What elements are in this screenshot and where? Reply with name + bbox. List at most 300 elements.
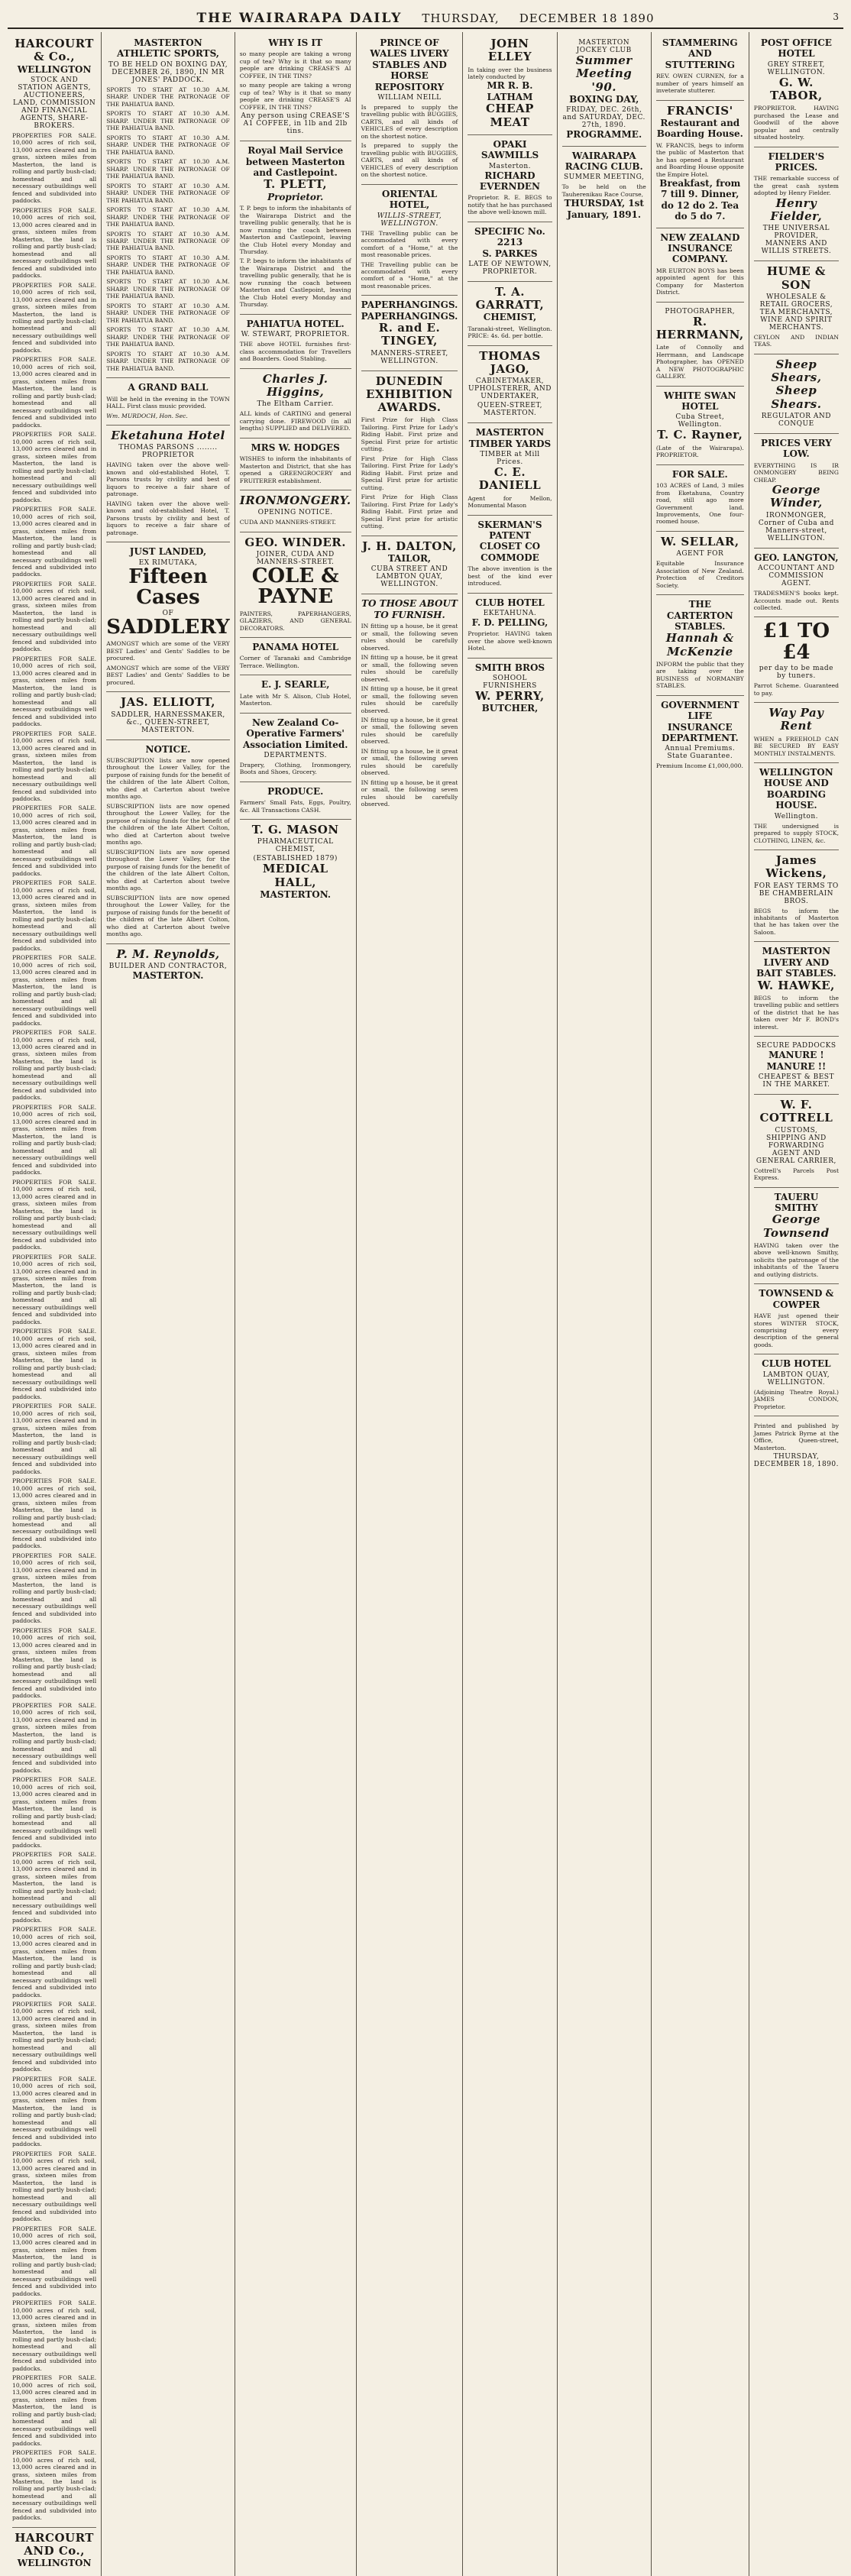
ad-body: SUBSCRIPTION lists are now opened throughout the Lower Valley, for the purpose of raising funds for the benefit of the children of the late Albert Colton, who died at Carterton about twelve months ago.: [106, 848, 230, 892]
ad-title: ORIENTAL HOTEL,: [381, 188, 438, 211]
ad-club-hotel-lambton: [754, 1354, 839, 1416]
ad-body: PROPERTIES FOR SALE. 10,000 acres of rich soil, 13,000 acres cleared and in grass, sixteen miles from Masterton, the land is rolling and partly bush-clad; homestead and all necessary outbuildings well fenced and subdivided into paddocks.: [12, 506, 97, 578]
ad-title: W. F. COTTRELL: [759, 1098, 833, 1125]
columns: [8, 32, 843, 2569]
ad-headline: Henry Fielder,: [770, 196, 823, 224]
ad-title: FOR SALE.: [671, 468, 728, 480]
ad-of: OF: [162, 610, 174, 618]
ad-furnish: [361, 594, 458, 813]
ad-pahiatua-hotel: [240, 315, 351, 369]
ad-title: MASTERTON JOCKEY CLUB: [576, 39, 632, 54]
ad-francis: [656, 101, 744, 228]
ad-body: INFORM the public that they are taking over the BUSINESS of NORMANBY STABLES.: [655, 660, 744, 690]
ad-title: WHITE SWAN HOTEL: [664, 390, 736, 413]
imprint-date: THURSDAY, DECEMBER 18, 1890.: [753, 1453, 839, 1469]
ad-headline: MANURE ! MANURE !!: [766, 1050, 827, 1072]
ad-john-elley: [468, 34, 552, 135]
ad-body: PROPERTIES FOR SALE. 10,000 acres of rich soil, 13,000 acres cleared and in grass, sixteen miles from Masterton, the land is rolling and partly bush-clad; homestead and all necessary outbuildings well fenced and subdivided into paddocks.: [12, 1403, 97, 1475]
ad-body: Proprietor. HAVING taken over the above well-known Hotel.: [468, 630, 552, 652]
ad-body: W. FRANCIS, begs to inform the public of Masterton that he has opened a Restaurant and Boarding House opposite the Empire Hotel.: [655, 141, 744, 178]
ad-title: JUST LANDED,: [129, 546, 207, 558]
ad-subtitle: SECURE PADDOCKS: [756, 1042, 836, 1050]
ad-hume-son: [754, 261, 839, 354]
ad-body: SPORTS TO START AT 10.30 A.M. SHARP. UNDER THE PATRONAGE OF THE PAHIATUA BAND.: [106, 134, 230, 156]
ad-title: J. H. DALTON,: [362, 539, 457, 553]
ad-subtitle: CABINETMAKER, UPHOLSTERER, AND UNDERTAKER,: [468, 377, 552, 401]
ad-body: PROPERTIES FOR SALE. 10,000 acres of rich soil, 13,000 acres cleared and in grass, sixteen miles from Masterton, the land is rolling and partly bush-clad; homestead and all necessary outbuildings well fenced and subdivided into paddocks.: [12, 206, 97, 280]
ad-title: WHY IS IT: [268, 37, 322, 48]
ad-wellington-house: [754, 763, 839, 850]
ad-title: CLUB HOTEL: [762, 1358, 831, 1370]
ad-fielders-prices: [754, 147, 839, 262]
ad-body: Agent for Mellon, Monumental Mason: [468, 494, 552, 510]
ad-just-landed: [106, 542, 230, 692]
ad-subtitle: LATE OF NEWTOWN, PROPRIETOR.: [468, 260, 552, 276]
ad-title: P. M. Reynolds,: [116, 947, 220, 961]
ad-body: Premium Income £1,000,000.: [655, 762, 743, 770]
ad-title: TO THOSE ABOUT TO FURNISH.: [361, 598, 458, 620]
ad-place: WILLIS-STREET, WELLINGTON.: [377, 212, 442, 228]
page-number: 3: [833, 11, 839, 22]
ad-body: PROPERTIES FOR SALE. 10,000 acres of rich soil, 13,000 acres cleared and in grass, sixteen miles from Masterton, the land is rolling and partly bush-clad; homestead and all necessary outbuildings well fenced and subdivided into paddocks.: [12, 356, 97, 429]
ad-body: Late of Connolly and Herrmann, and Landscape Photographer, has OPENED A NEW PHOTOGRAPHIC GALLERY.: [655, 344, 744, 380]
ad-subtitle: CHEAPEST & BEST IN THE MARKET.: [758, 1073, 834, 1089]
ad-body: PROPERTIES FOR SALE. 10,000 acres of rich soil, 13,000 acres cleared and in grass, sixteen miles from Masterton, the land is rolling and partly bush-clad; homestead and all necessary outbuildings well fenced and subdivided into paddocks.: [12, 2000, 97, 2073]
ad-programme: PROGRAMME.: [566, 129, 642, 141]
ad-headline: George Winder,: [770, 483, 823, 510]
ad-body: PROPERTIES FOR SALE. 10,000 acres of rich soil, 13,000 acres cleared and in grass, sixteen miles from Masterton, the land is rolling and partly bush-clad; homestead and all necessary outbuildings well fenced and subdivided into paddocks.: [12, 1926, 97, 1998]
ad-body: Is prepared to supply the travelling public with BUGGIES, CARTS, and all kinds of VEHICLES of every description on the shortest notice.: [361, 142, 458, 179]
ad-eketahuna-hotel: [106, 426, 230, 542]
ad-harcourt-footer: [12, 2528, 96, 2574]
ad-signature: Wm. MURDOCH, Hon. Sec.: [106, 412, 188, 419]
ad-subtitle: ACCOUNTANT AND COMMISSION AGENT.: [758, 565, 835, 588]
ad-subtitle: per day to be made by tuners.: [759, 665, 833, 681]
ad-body: REV. OWEN CURNEN, for a number of years himself an inveterate stutterer.: [655, 73, 744, 95]
ad-body: SUBSCRIPTION lists are now opened throughout the Lower Valley, for the purpose of raising funds for the benefit of the children of the late Albert Colton, who died at Carterton about twelve months ago.: [106, 802, 230, 846]
ad-tingey: [361, 296, 458, 371]
ad-title: W. SELLAR,: [660, 534, 739, 549]
ad-body: PROPERTIES FOR SALE. 10,000 acres of rich soil, 13,000 acres cleared and in grass, sixteen miles from Masterton, the land is rolling and partly bush-clad; homestead and all necessary outbuildings well fenced and subdivided into paddocks.: [12, 1178, 97, 1251]
ad-body: First Prize for High Class Tailoring. First Prize for Lady's Riding Habit. First prize and Special First prize for artistic cutting.: [361, 416, 458, 453]
ad-harcourt: [12, 34, 96, 2528]
ad-headline: COLE & PAYNE: [251, 564, 339, 609]
ad-headline: T. C. Rayner,: [657, 428, 743, 442]
ad-body: T. P. begs to inform the inhabitants of the Wairarapa District and the travelling public generally, that he is now running the coach between Masterton and Castlepoint, leaving the Club Hotel every Monday and Thursday.: [239, 257, 351, 309]
ad-subtitle: TAILOR,: [387, 553, 432, 564]
ad-subtitle: TO BE HELD ON BOXING DAY, DECEMBER 26, 1890, IN MR JONES' PADDOCK.: [108, 60, 228, 84]
ad-title: PRICES VERY LOW.: [760, 437, 832, 460]
ad-body: PROPERTIES FOR SALE. 10,000 acres of rich soil, 13,000 acres cleared and in grass, sixteen miles from Masterton, the land is rolling and partly bush-clad; homestead and all necessary outbuildings well fenced and subdivided into paddocks.: [12, 1851, 97, 1924]
ad-subtitle: EX RIMUTAKA,: [138, 558, 198, 567]
ad-title: R. HERRMANN,: [655, 314, 744, 341]
ad-body: The above invention is the best of the kind ever introduced.: [468, 565, 552, 587]
ad-title: SPECIFIC No. 2213: [474, 225, 545, 248]
ad-timber-yards: [468, 423, 552, 515]
ad-subtitle: Proprietor.: [267, 191, 324, 202]
ad-reynolds: [106, 944, 230, 987]
ad-body: Cottrell's Parcels Post Express.: [753, 1167, 839, 1182]
ad-headline: Hannah & McKenzie: [665, 631, 734, 659]
ad-dates: FRIDAY, DEC. 26th, and SATURDAY, DEC. 27th, 1890.: [562, 106, 646, 130]
ad-subtitle: BOXING DAY,: [569, 93, 639, 105]
ad-white-swan: [656, 387, 744, 465]
ad-sellar: [656, 532, 744, 595]
column-2: [102, 32, 235, 2576]
ad-taueru-smithy: [754, 1188, 839, 1285]
ad-manure: [754, 1037, 839, 1095]
ad-headline: RICHARD EVERNDEN: [479, 170, 540, 192]
ad-headline: Summer Meeting '90.: [575, 53, 633, 94]
ad-body: Will be held in the evening in the TOWN HALL. First class music provided.: [106, 395, 230, 410]
ad-title: HUME & SON: [766, 264, 826, 292]
ad-body: SPORTS TO START AT 10.30 A.M. SHARP. UNDER THE PATRONAGE OF THE PAHIATUA BAND.: [106, 110, 230, 132]
ad-body: PROPERTIES FOR SALE. 10,000 acres of rich soil, 13,000 acres cleared and in grass, sixteen miles from Masterton, the land is rolling and partly bush-clad; homestead and all necessary outbuildings well fenced and subdivided into paddocks.: [12, 1626, 97, 1700]
imprint-text: Printed and published by James Patrick Byrne at the Office, Queen-street, Masterton.: [753, 1422, 839, 1451]
ad-subtitle: Cuba Street, Wellington.: [675, 413, 725, 429]
ad-oriental-hotel: [361, 185, 458, 296]
ad-subtitle: TIMBER at Mill Prices.: [480, 451, 540, 467]
column-5: [463, 32, 557, 2576]
ad-subtitle: AGENT FOR: [676, 550, 724, 558]
ad-dalton: [361, 536, 458, 595]
ad-title: STAMMERING AND STUTTERING: [662, 37, 738, 70]
masthead-date: DECEMBER 18 1890: [519, 11, 655, 25]
ad-produce: [240, 782, 351, 820]
ad-for-sale: [656, 465, 744, 532]
ad-prices: Breakfast, from 7 till 9. Dinner, do 12 do 2. Tea do 5 do 7.: [659, 178, 741, 222]
ad-headline: Fifteen Cases: [128, 565, 208, 609]
ad-prices-very-low: [754, 434, 839, 549]
ad-subtitle: WHOLESALE & RETAIL GROCERS, TEA MERCHANTS, WINE AND SPIRIT MERCHANTS.: [759, 293, 833, 332]
ad-body: SPORTS TO START AT 10.30 A.M. SHARP. UNDER THE PATRONAGE OF THE PAHIATUA BAND.: [106, 278, 230, 300]
ad-title: GOVERNMENT LIFE INSURANCE DEPARTMENT.: [661, 699, 739, 743]
ad-subtitle: PHOTOGRAPHER,: [665, 307, 736, 316]
ad-sheep-shears: [754, 354, 839, 434]
ad-body: In taking over the business lately conducted by: [468, 66, 552, 80]
ad-title: SKERMAN'S PATENT CLOSET CO COMMODE: [477, 519, 542, 563]
ad-cottrell: [754, 1095, 839, 1187]
ad-subtitle: THOMAS PARSONS ........ PROPRIETOR: [118, 444, 218, 460]
ad-title: WELLINGTON HOUSE AND BOARDING HOUSE.: [759, 767, 833, 811]
ad-body: PROPERTIES FOR SALE. 10,000 acres of rich soil, 13,000 acres cleared and in grass, sixteen miles from Masterton, the land is rolling and partly bush-clad; homestead and all necessary outbuildings well fenced and subdivided into paddocks.: [12, 2075, 97, 2148]
ad-title: T. A. GARRATT,: [475, 284, 545, 312]
ad-body: CEYLON AND INDIAN TEAS.: [753, 333, 839, 348]
ad-body: ALL kinds of CARTING and general carrying done. FIREWOOD (in all lengths) SUPPLIED and DELIVERED.: [239, 410, 351, 432]
ad-searle: [240, 675, 351, 713]
ad-subtitle: DEPARTMENTS.: [264, 751, 327, 759]
ad-body: MR EURTON BOYS has been appointed agent for this Company for Masterton District.: [655, 267, 744, 296]
ad-headline: MEDICAL HALL,: [262, 862, 328, 889]
ad-body: PROPERTIES FOR SALE. 10,000 acres of rich soil, 13,000 acres cleared and in grass, sixteen miles from Masterton, the land is rolling and partly bush-clad; homestead and all necessary outbuildings well fenced and subdivided into paddocks.: [12, 2374, 97, 2447]
ad-body: SPORTS TO START AT 10.30 A.M. SHARP. UNDER THE PATRONAGE OF THE PAHIATUA BAND.: [106, 350, 230, 372]
ad-body: AMONGST which are some of the VERY BEST Ladies' and Gents' Saddles to be procured.: [106, 664, 230, 686]
ad-title: Sheep Shears,: [771, 357, 822, 385]
ad-body: PROPRIETOR. HAVING purchased the Lease and Goodwill of the above popular and centrally situated hostelry.: [753, 105, 839, 141]
ad-body: (Late of the Wairarapa). PROPRIETOR.: [655, 444, 744, 459]
ad-wickens: [754, 850, 839, 942]
ad-body: IN fitting up a house, be it great or small, the following seven rules should be carefully observed.: [361, 747, 458, 777]
ad-body: SPORTS TO START AT 10.30 A.M. SHARP. UNDER THE PATRONAGE OF THE PAHIATUA BAND.: [106, 326, 230, 348]
ad-title: FIELDER'S PRICES.: [768, 150, 825, 173]
ad-body: SUBSCRIPTION lists are now opened throughout the Lower Valley, for the purpose of raising funds for the benefit of the children of the late Albert Colton, who died at Carterton about twelve months ago.: [106, 756, 230, 801]
ad-subtitle: (ESTABLISHED 1879): [253, 855, 338, 863]
ad-body: HAVING taken over the above well-known Smithy, solicits the patronage of the inhabitants of the Taueru and outlying districts.: [753, 1241, 839, 1278]
ad-subtitle: W. STEWART, PROPRIETOR.: [241, 331, 350, 339]
ad-body: SPORTS TO START AT 10.30 A.M. SHARP. UNDER THE PATRONAGE OF THE PAHIATUA BAND.: [106, 302, 230, 324]
ad-title: E. J. SEARLE,: [260, 679, 330, 691]
ad-body: PROPERTIES FOR SALE. 10,000 acres of rich soil, 13,000 acres cleared and in grass, sixteen miles from Masterton, the land is rolling and partly bush-clad; homestead and all necessary outbuildings well fenced and subdivided into paddocks.: [12, 1552, 97, 1625]
ad-specific: [468, 222, 552, 282]
ad-headline: SADDLERY: [106, 616, 230, 639]
ad-headline: £1 TO £4: [762, 620, 830, 664]
ad-body: SPORTS TO START AT 10.30 A.M. SHARP. UNDER THE PATRONAGE OF THE PAHIATUA BAND.: [106, 206, 230, 228]
ad-subtitle: Wellington.: [774, 812, 818, 820]
ad-title: GEO. LANGTON,: [754, 552, 839, 563]
ad-subtitle: LAMBTON QUAY, WELLINGTON.: [762, 1371, 830, 1387]
ad-body: so many people are taking a wrong cup of tea? Why is it that so many people are drinking CREASE'S AI COFFEE, IN THE TINS?: [239, 50, 351, 79]
ad-ironmongery: [240, 490, 351, 532]
ad-body: so many people are taking a wrong cup of tea? Why is it that so many people are drinking CREASE'S AI COFFEE, IN THE TINS?: [239, 82, 351, 111]
ad-post-office-hotel: [754, 34, 839, 147]
ad-body: PROPERTIES FOR SALE. 10,000 acres of rich soil, 13,000 acres cleared and in grass, sixteen miles from Masterton, the land is rolling and partly bush-clad; homestead and all necessary outbuildings well fenced and subdivided into paddocks.: [12, 1328, 97, 1400]
ad-subtitle: BUILDER AND CONTRACTOR,: [108, 962, 228, 970]
ad-title: Way Pay Rent: [768, 706, 824, 733]
ad-townsend-cowper: [754, 1284, 839, 1354]
ad-body: IN fitting up a house, be it great or small, the following seven rules should be carefully observed.: [361, 654, 458, 683]
ad-langton: [754, 549, 839, 618]
ad-herrmann: [656, 303, 744, 387]
ad-title: PAPERHANGINGS. PAPERHANGINGS.: [361, 299, 458, 322]
ad-body: HAVING taken over the above well-known and old-established Hotel, T. Parsons trusts by civility and best of liquors to receive a fair share of patronage.: [106, 461, 230, 498]
ad-title: JOHN ELLEY: [487, 37, 532, 64]
ad-pound-per-day: [754, 617, 839, 703]
ad-subtitle: PHARMACEUTICAL CHEMIST,: [257, 838, 334, 854]
ad-headline: George Townsend: [763, 1212, 830, 1240]
ad-body: AMONGST which are some of the VERY BEST Ladies' and Gents' Saddles to be procured.: [106, 640, 230, 662]
ad-body: PROPERTIES FOR SALE. 10,000 acres of rich soil, 13,000 acres cleared and in grass, sixteen miles from Masterton, the land is rolling and partly bush-clad; homestead and all necessary outbuildings well fenced and subdivided into paddocks.: [12, 2150, 97, 2223]
ad-higgins: [240, 369, 351, 439]
column-8: [749, 32, 843, 2576]
ad-title: A GRAND BALL: [128, 382, 209, 393]
ad-subtitle: MANNERS-STREET, WELLINGTON.: [370, 349, 448, 365]
ad-title: FRANCIS': [666, 103, 733, 118]
masthead: [8, 11, 843, 29]
column-1: [8, 32, 102, 2576]
ad-smith-perry: [468, 659, 552, 720]
ad-subtitle: IRONMONGER, Corner of Cuba and Manners-street, WELLINGTON.: [758, 511, 834, 542]
ad-body: PROPERTIES FOR SALE. 10,000 acres of rich soil, 13,000 acres cleared and in grass, sixteen miles from Masterton, the land is rolling and partly bush-clad; homestead and all necessary outbuildings well fenced and subdivided into paddocks.: [12, 580, 97, 653]
ad-body: SPORTS TO START AT 10.30 A.M. SHARP. UNDER THE PATRONAGE OF THE PAHIATUA BAND.: [106, 158, 230, 180]
ad-title: TOWNSEND & COWPER: [759, 1288, 834, 1310]
ad-body: SPORTS TO START AT 10.30 A.M. SHARP. UNDER THE PATRONAGE OF THE PAHIATUA BAND.: [106, 182, 230, 204]
ad-body: Drapery, Clothing, Ironmongery, Boots and Shoes, Grocery.: [239, 761, 351, 776]
masthead-title: THE WAIRARAPA DAILY: [196, 11, 403, 26]
ad-body: PROPERTIES FOR SALE. 10,000 acres of rich soil, 13,000 acres cleared and in grass, sixteen miles from Masterton, the land is rolling and partly bush-clad; homestead and all necessary outbuildings well fenced and subdivided into paddocks.: [12, 804, 97, 877]
ad-title: MASTERTON ATHLETIC SPORTS,: [116, 37, 219, 60]
ad-title: PANAMA HOTEL: [252, 642, 339, 653]
ad-body: THE undersigned is prepared to supply STOCK, CLOTHING, LINEN, &c.: [753, 822, 839, 844]
ad-body: Corner of Taranaki and Cambridge Terrace. Wellington.: [239, 655, 351, 669]
ad-subtitle: EKETAHUNA.: [483, 609, 537, 617]
ad-place: CUBA STREET AND LAMBTON QUAY, WELLINGTON.: [370, 565, 448, 589]
ad-body: (Adjoining Theatre Royal.) JAMES CONDON, Proprietor.: [753, 1388, 839, 1410]
ad-title: SMITH BROS: [474, 662, 545, 673]
ad-subtitle: REGULATOR AND CONQUE: [761, 412, 831, 428]
ad-livery-stables: [754, 942, 839, 1037]
ad-subtitle: STOCK AND STATION AGENTS, AUCTIONEERS, LAND, COMMISSION AND FINANCIAL AGENTS, SHARE-BROKERS.: [13, 76, 96, 130]
ad-headline: MR R. B. LATHAM: [487, 80, 533, 102]
masthead-day: THURSDAY,: [422, 11, 500, 25]
ad-athletic-sports: [106, 34, 230, 378]
ad-headline: F. D. PELLING,: [471, 616, 548, 628]
ad-place: MASTERTON.: [260, 888, 332, 900]
ad-body: THE above HOTEL furnishes first-class accommodation for Travellers and Boarders. Good Stabling.: [239, 341, 351, 363]
ad-title: HARCOURT AND Co.,: [15, 2530, 94, 2558]
ad-wairarapa-racing: [562, 147, 646, 226]
ad-body: Taranaki-street, Wellington. PRICE: 4s. 6d. per bottle.: [468, 325, 552, 340]
ad-body: Farmers' Small Fats, Eggs, Poultry, &c. All Transactions CASH.: [239, 799, 351, 814]
ad-body: T. P. begs to inform the inhabitants of the Wairarapa District and the travelling public generally, that he is now running the coach between Masterton and Castlepoint, leaving the Club Hotel every Monday and Thursday.: [239, 205, 351, 255]
ad-body: PROPERTIES FOR SALE. 10,000 acres of rich soil, 13,000 acres cleared and in grass, sixteen miles from Masterton, the land is rolling and partly bush-clad; homestead and all necessary outbuildings well fenced and subdivided into paddocks.: [12, 1701, 97, 1774]
ad-title: HARCOURT & Co.,: [15, 37, 94, 64]
ad-body: PROPERTIES FOR SALE. 10,000 acres of rich soil, 13,000 acres cleared and in grass, sixteen miles from Masterton, the land is rolling and partly bush-clad; homestead and all necessary outbuildings well fenced and subdivided into paddocks.: [12, 1253, 97, 1325]
ad-subtitle: BUTCHER,: [481, 703, 539, 714]
ad-title: NOTICE.: [145, 743, 191, 755]
ad-subtitle: SADDLER, HARNESSMAKER, &c., QUEEN-STREET, MASTERTON.: [111, 710, 225, 734]
column-4: [357, 32, 464, 2576]
ad-subtitle: Restaurant and Boarding House.: [656, 117, 743, 140]
ad-subtitle: CHEAP MEAT: [485, 102, 534, 129]
ad-skerman: [468, 516, 552, 594]
ad-title: PRODUCE.: [267, 785, 324, 797]
ad-title: T. G. MASON: [251, 823, 339, 837]
ad-subtitle: WILLIAM NEILL: [377, 93, 442, 102]
ad-body: PROPERTIES FOR SALE. 10,000 acres of rich soil, 13,000 acres cleared and in grass, sixteen miles from Masterton, the land is rolling and partly bush-clad; homestead and all necessary outbuildings well fenced and subdivided into paddocks.: [12, 2449, 97, 2522]
ad-headline: W. PERRY,: [475, 689, 545, 704]
ad-body: CUDA AND MANNERS-STREET.: [239, 519, 336, 526]
ad-body: THE Travelling public can be accommodated with every comfort of a "Home," at the most reasonable prices.: [361, 229, 458, 259]
ad-winder: [240, 532, 351, 638]
ad-title: JAS. ELLIOTT,: [121, 695, 215, 710]
ad-body: SPORTS TO START AT 10.30 A.M. SHARP. UNDER THE PATRONAGE OF THE PAHIATUA BAND.: [106, 254, 230, 276]
ad-subtitle: SUMMER MEETING,: [563, 173, 645, 182]
ad-title: WAIRARAPA RACING CLUB.: [565, 150, 643, 172]
ad-royal-mail: [240, 141, 351, 315]
ad-carterton-stables: [656, 595, 744, 696]
ad-nz-insurance: [656, 228, 744, 303]
ad-title: Eketahuna Hotel: [111, 429, 225, 443]
ad-body: PROPERTIES FOR SALE. 10,000 acres of rich soil, 13,000 acres cleared and in grass, sixteen miles from Masterton, the land is rolling and partly bush-clad; homestead and all necessary outbuildings well fenced and subdivided into paddocks.: [12, 1477, 97, 1550]
ad-body: HAVING taken over the above well-known and old-established Hotel, T. Parsons trusts by civility and best of liquors to receive a fair share of patronage.: [106, 500, 230, 536]
ad-body: PROPERTIES FOR SALE. 10,000 acres of rich soil, 13,000 acres cleared and in grass, sixteen miles from Masterton, the land is rolling and partly bush-clad; homestead and all necessary outbuildings well fenced and subdivided into paddocks.: [12, 954, 97, 1027]
ad-subtitle: FOR EASY TERMS TO BE CHAMBERLAIN BROS.: [753, 882, 839, 905]
ad-subtitle: SOHOOL FURNISHERS: [483, 675, 537, 691]
ad-body: PROPERTIES FOR SALE. 10,000 acres of rich soil, 13,000 acres cleared and in grass, sixteen miles from Masterton, the land is rolling and partly bush-clad; homestead and all necessary outbuildings well fenced and subdivided into paddocks.: [12, 431, 97, 503]
ad-elliott: [106, 692, 230, 739]
ad-body: PROPERTIES FOR SALE. 10,000 acres of rich soil, 13,000 acres cleared and in grass, sixteen miles from Masterton, the land is rolling and partly bush-clad; homestead and all necessary outbuildings well fenced and subdivided into paddocks.: [12, 2225, 97, 2297]
ad-place: WELLINGTON: [17, 2558, 92, 2569]
ad-body: PROPERTIES FOR SALE. 10,000 acres of rich soil, 13,000 acres cleared and in grass, sixteen miles from Masterton, the land is rolling and partly bush-clad; homestead and all necessary outbuildings well fenced and subdivided into paddocks.: [12, 131, 97, 205]
ad-body: PROPERTIES FOR SALE. 10,000 acres of rich soil, 13,000 acres cleared and in grass, sixteen miles from Masterton, the land is rolling and partly bush-clad; homestead and all necessary outbuildings well fenced and subdivided into paddocks.: [12, 1776, 97, 1849]
ad-body: PROPERTIES FOR SALE. 10,000 acres of rich soil, 13,000 acres cleared and in grass, sixteen miles from Masterton, the land is rolling and partly bush-clad; homestead and all necessary outbuildings well fenced and subdivided into paddocks.: [12, 2299, 97, 2372]
ad-body: PROPERTIES FOR SALE. 10,000 acres of rich soil, 13,000 acres cleared and in grass, sixteen miles from Masterton, the land is rolling and partly bush-clad; homestead and all necessary outbuildings well fenced and subdivided into paddocks.: [12, 1103, 97, 1176]
ad-title: PAHIATUA HOTEL.: [246, 318, 345, 329]
ad-grand-ball: [106, 378, 230, 426]
ad-body: First Prize for High Class Tailoring. First Prize for Lady's Riding Habit. First prize and Special First prize for artistic cutting.: [361, 494, 458, 530]
ad-place: WELLINGTON: [17, 63, 92, 75]
ad-title: OPAKI SAWMILLS: [481, 138, 539, 161]
ad-masterton-jockey-club: [562, 34, 646, 147]
ad-title: CLUB HOTEL: [475, 597, 545, 608]
ad-body: IN fitting up a house, be it great or small, the following seven rules should be carefully observed.: [361, 716, 458, 746]
ad-title: TAUERU SMITHY: [774, 1191, 819, 1213]
ad-club-hotel-eketahuna: [468, 594, 552, 659]
ad-subtitle: GREY STREET, WELLINGTON.: [767, 60, 826, 76]
ad-body: WHEN a FREEHOLD CAN BE SECURED BY EASY MONTHLY INSTALMENTS.: [753, 735, 839, 757]
ad-subtitle: The Eltham Carrier.: [257, 400, 334, 409]
ad-body: Is prepared to supply the travelling public with BUGGIES, CARTS, and all kinds of VEHICLES of every description on the shortest notice.: [361, 103, 458, 140]
ad-body: Late with Mr S. Alison, Club Hotel, Masterton.: [239, 692, 351, 707]
ad-why-is-it: [240, 34, 351, 141]
ad-stammering: [656, 34, 744, 101]
ad-garratt: [468, 282, 552, 346]
ad-title: PRINCE OF WALES LIVERY STABLES AND HORSE REPOSITORY: [370, 37, 449, 92]
ad-dunedin-exhibition: [361, 371, 458, 536]
ad-subtitle: Any person using CREASE'S A1 COFFEE, in 1lb and 2lb tins.: [241, 112, 350, 136]
ad-body: 103 ACRES of Land, 3 miles from Eketahuna, Country road, still ago more Government land. Improvements, One four-roomed house.: [655, 482, 744, 526]
ad-title: Charles J. Higgins,: [262, 371, 328, 399]
ad-title: GEO. WINDER.: [244, 535, 346, 549]
ad-body: Proprietor. R. E. BEGS to notify that he has purchased the above well-known mill.: [468, 194, 552, 216]
ad-body: EVERYTHING IS IR ONMONGERY BEING CHEAP.: [753, 461, 839, 484]
ad-body: Equitable Insurance Association of New Zealand. Protection of Creditors Society.: [655, 560, 744, 589]
ad-mason: [240, 820, 351, 905]
ad-body: BEGS to inform the travelling public and settlers of the district that he has taken over Mr F. BOND's interest.: [753, 994, 839, 1031]
ad-subtitle: Annual Premiums. State Guarantee.: [665, 745, 736, 761]
ad-subtitle: OPENING NOTICE.: [257, 509, 333, 517]
column-3: [235, 32, 357, 2576]
ad-body: To be held on the Tauherenikau Race Course,: [561, 183, 646, 198]
ad-thomas-jago: [468, 346, 552, 424]
ad-headline: W. HAWKE,: [757, 978, 835, 992]
ad-body: PROPERTIES FOR SALE. 10,000 acres of rich soil, 13,000 acres cleared and in grass, sixteen miles from Masterton, the land is rolling and partly bush-clad; homestead and all necessary outbuildings well fenced and subdivided into paddocks.: [12, 281, 97, 354]
ad-title: DUNEDIN EXHIBITION AWARDS.: [366, 374, 453, 415]
ad-body: THE remarkable success of the great cash system adopted by Henry Fielder.: [753, 175, 839, 197]
ad-subtitle: Masterton.: [488, 162, 532, 170]
column-7: [652, 32, 749, 2576]
ad-body: IN fitting up a house, be it great or small, the following seven rules should be carefully observed.: [361, 778, 458, 808]
ad-headline: R. and E. TINGEY,: [378, 321, 441, 348]
ad-body: HAVE just opened their stores WINTER STOCK, comprising every description of the general goods.: [753, 1312, 839, 1348]
ad-body: SPORTS TO START AT 10.30 A.M. SHARP. UNDER THE PATRONAGE OF THE PAHIATUA BAND.: [106, 86, 230, 108]
ad-title: THOMAS JAGO,: [479, 348, 541, 377]
ad-title: POST OFFICE HOTEL: [760, 37, 832, 60]
ad-notice: [106, 740, 230, 944]
ad-body: PROPERTIES FOR SALE. 10,000 acres of rich soil, 13,000 acres cleared and in grass, sixteen miles from Masterton, the land is rolling and partly bush-clad; homestead and all necessary outbuildings well fenced and subdivided into paddocks.: [12, 655, 97, 728]
ad-body: TRADESMEN'S books kept. Accounts made out. Rents collected.: [753, 590, 839, 611]
ad-body: PAINTERS, PAPERHANGERS, GLAZIERS, AND GENERAL DECORATORS.: [239, 610, 351, 632]
ad-title: IRONMONGERY.: [239, 493, 351, 507]
ad-body: BEGS to inform the inhabitants of Masterton that he has taken over the Saloon.: [753, 907, 839, 936]
ad-nz-coop: [240, 714, 351, 782]
ad-government-life: [656, 696, 744, 775]
column-6: [558, 32, 652, 2576]
ad-way-pay-rent: [754, 703, 839, 763]
imprint: [754, 1416, 839, 1474]
ad-headline: THURSDAY, 1st January, 1891.: [564, 198, 644, 220]
ad-body: First Prize for High Class Tailoring. First Prize for Lady's Riding Habit. First prize and Special First prize for artistic cutting.: [361, 455, 458, 491]
